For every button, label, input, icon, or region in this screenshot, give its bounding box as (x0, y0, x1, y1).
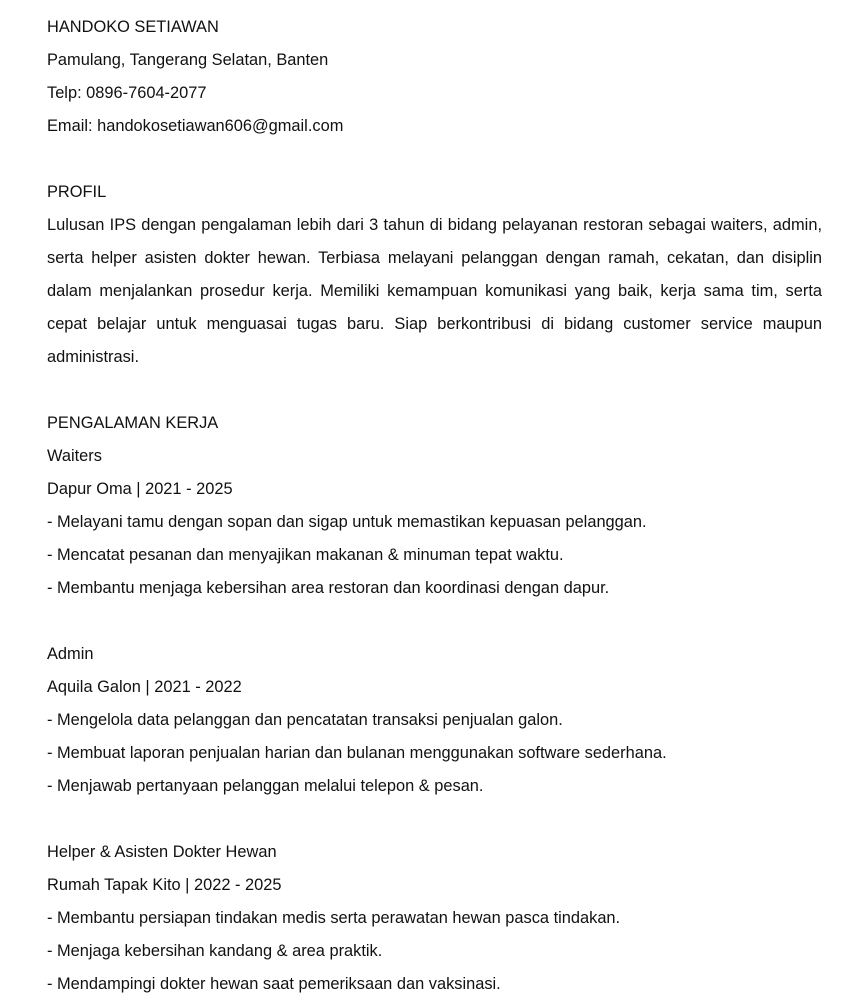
job-entry (47, 638, 822, 803)
job-duty: - Mengelola data pelanggan dan pencatatan transaksi penjualan galon. (47, 711, 563, 729)
address-line: Pamulang, Tangerang Selatan, Banten (47, 51, 329, 69)
spacer (47, 374, 822, 407)
experience-section (47, 407, 822, 1001)
profile-heading: PROFIL (47, 183, 107, 201)
job-entry (47, 440, 822, 605)
profile-section (47, 176, 822, 374)
job-company: Dapur Oma | 2021 - 2025 (47, 480, 233, 498)
experience-heading: PENGALAMAN KERJA (47, 414, 219, 432)
job-duty: - Menjawab pertanyaan pelanggan melalui telepon & pesan. (47, 777, 484, 795)
job-entry (47, 836, 822, 1001)
job-title: Waiters (47, 447, 102, 465)
job-title: Helper & Asisten Dokter Hewan (47, 843, 277, 861)
profile-text: Lulusan IPS dengan pengalaman lebih dari 3 tahun di bidang pelayanan restoran sebagai waiters, admin, serta helper asisten dokter hewan. Terbiasa melayani pelanggan dengan ramah, cekatan, dan disiplin dalam menjalankan prosedur kerja. Memiliki kemampuan komunikasi yang baik, kerja sama tim, serta cepat belajar untuk menguasai tugas baru. Siap berkontribusi di bidang customer service maupun administrasi. (47, 216, 822, 366)
job-duty: - Membuat laporan penjualan harian dan bulanan menggunakan software sederhana. (47, 744, 667, 762)
phone-line: Telp: 0896-7604-2077 (47, 84, 207, 102)
job-company: Rumah Tapak Kito | 2022 - 2025 (47, 876, 282, 894)
cv-document (47, 11, 822, 1001)
job-duty: - Mendampingi dokter hewan saat pemeriksaan dan vaksinasi. (47, 975, 501, 993)
person-name: HANDOKO SETIAWAN (47, 18, 219, 36)
job-company: Aquila Galon | 2021 - 2022 (47, 678, 242, 696)
job-title: Admin (47, 645, 94, 663)
spacer (47, 803, 822, 836)
job-duty: - Melayani tamu dengan sopan dan sigap untuk memastikan kepuasan pelanggan. (47, 513, 647, 531)
contact-header (47, 11, 822, 143)
job-duty: - Mencatat pesanan dan menyajikan makanan & minuman tepat waktu. (47, 546, 564, 564)
job-duty: - Membantu menjaga kebersihan area restoran dan koordinasi dengan dapur. (47, 579, 610, 597)
job-duty: - Menjaga kebersihan kandang & area praktik. (47, 942, 383, 960)
email-line: Email: handokosetiawan606@gmail.com (47, 117, 344, 135)
spacer (47, 143, 822, 176)
job-duty: - Membantu persiapan tindakan medis serta perawatan hewan pasca tindakan. (47, 909, 621, 927)
spacer (47, 605, 822, 638)
